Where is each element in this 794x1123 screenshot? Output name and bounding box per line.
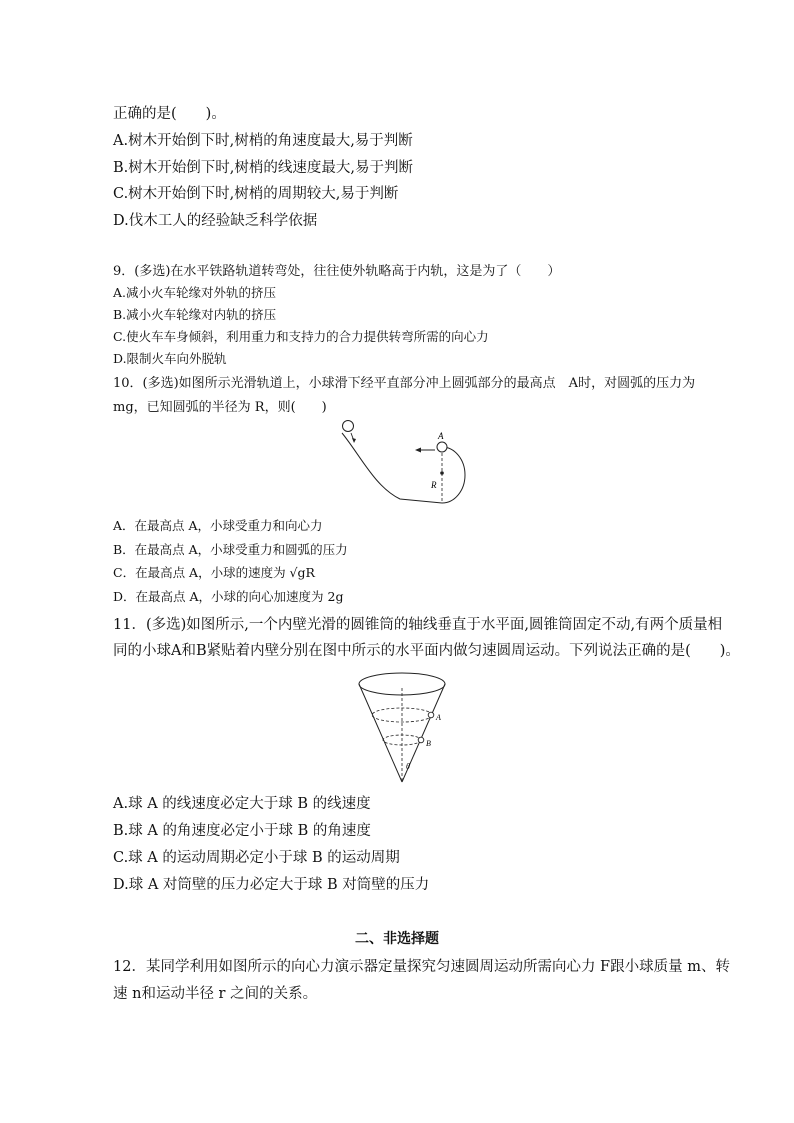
q8-option-c: C.树木开始倒下时,树梢的周期较大,易于判断	[113, 186, 399, 202]
q9-option-a: A.减小火车轮缘对外轨的挤压	[113, 285, 277, 300]
q9-option-d: D.限制火车向外脱轨	[113, 351, 227, 366]
q10-stem-line2: mg，已知圆弧的半径为 R，则( )	[113, 400, 327, 415]
q12-stem-line1: 12．某同学利用如图所示的向心力演示器定量探究匀速圆周运动所需向心力 F跟小球质量 m、转	[113, 959, 730, 975]
q10-option-c: C．在最高点 A，小球的速度为 √gR	[113, 565, 315, 580]
q11-option-b: B.球 A 的角速度必定小于球 B 的角速度	[113, 823, 371, 839]
ball-b-icon	[418, 737, 424, 743]
q9-stem: 9．(多选)在水平铁路轨道转弯处，往往使外轨略高于内轨，这是为了（ ）	[113, 264, 561, 279]
label-theta: θ	[406, 762, 410, 771]
q8-stem-tail: 正确的是( )。	[113, 106, 226, 122]
label-r: R	[431, 480, 437, 490]
q9-option-b: B.减小火车轮缘对内轨的挤压	[113, 307, 277, 322]
q10-option-a: A．在最高点 A，小球受重力和向心力	[113, 518, 323, 533]
track-loop-figure	[330, 415, 500, 510]
ball-a-icon	[428, 712, 434, 718]
slope-track	[342, 433, 442, 503]
section-title: 二、非选择题	[355, 931, 439, 947]
ball-top-icon	[437, 442, 447, 452]
cone-figure	[350, 668, 460, 786]
q10-option-d: D．在最高点 A，小球的向心加速度为 2g	[113, 589, 344, 604]
q8-option-b: B.树木开始倒下时,树梢的线速度最大,易于判断	[113, 160, 413, 176]
label-a: A	[438, 431, 444, 441]
cone-rim	[359, 673, 445, 695]
label-a: A	[436, 713, 441, 722]
cone-left-wall	[359, 684, 402, 782]
label-b: B	[426, 739, 431, 748]
q10-stem-line1: 10．(多选)如图所示光滑轨道上，小球滑下经平直部分冲上圆弧部分的最高点 A时，对圆弧的压力为	[113, 376, 696, 391]
ball-icon	[343, 421, 354, 432]
q8-option-a: A.树木开始倒下时,树梢的角速度最大,易于判断	[113, 133, 413, 149]
q10-option-b: B．在最高点 A，小球受重力和圆弧的压力	[113, 542, 348, 557]
q11-stem-line2: 同的小球A和B紧贴着内壁分别在图中所示的水平面内做匀速圆周运动。下列说法正确的是( )。	[113, 643, 740, 659]
center-dot	[440, 471, 444, 475]
q9-option-c: C.使火车车身倾斜，利用重力和支持力的合力提供转弯所需的向心力	[113, 329, 489, 344]
q11-stem-line1: 11．(多选)如图所示,一个内壁光滑的圆锥筒的轴线垂直于水平面,圆锥筒固定不动,有两个质量相	[113, 617, 723, 633]
q11-option-d: D.球 A 对筒壁的压力必定大于球 B 对筒壁的压力	[113, 877, 430, 893]
q11-option-a: A.球 A 的线速度必定大于球 B 的线速度	[113, 796, 371, 812]
loop-arc	[442, 447, 465, 503]
q8-option-d: D.伐木工人的经验缺乏科学依据	[113, 213, 318, 229]
q12-stem-line2: 速 n和运动半径 r 之间的关系。	[113, 986, 318, 1002]
q11-option-c: C.球 A 的运动周期必定小于球 B 的运动周期	[113, 850, 400, 866]
